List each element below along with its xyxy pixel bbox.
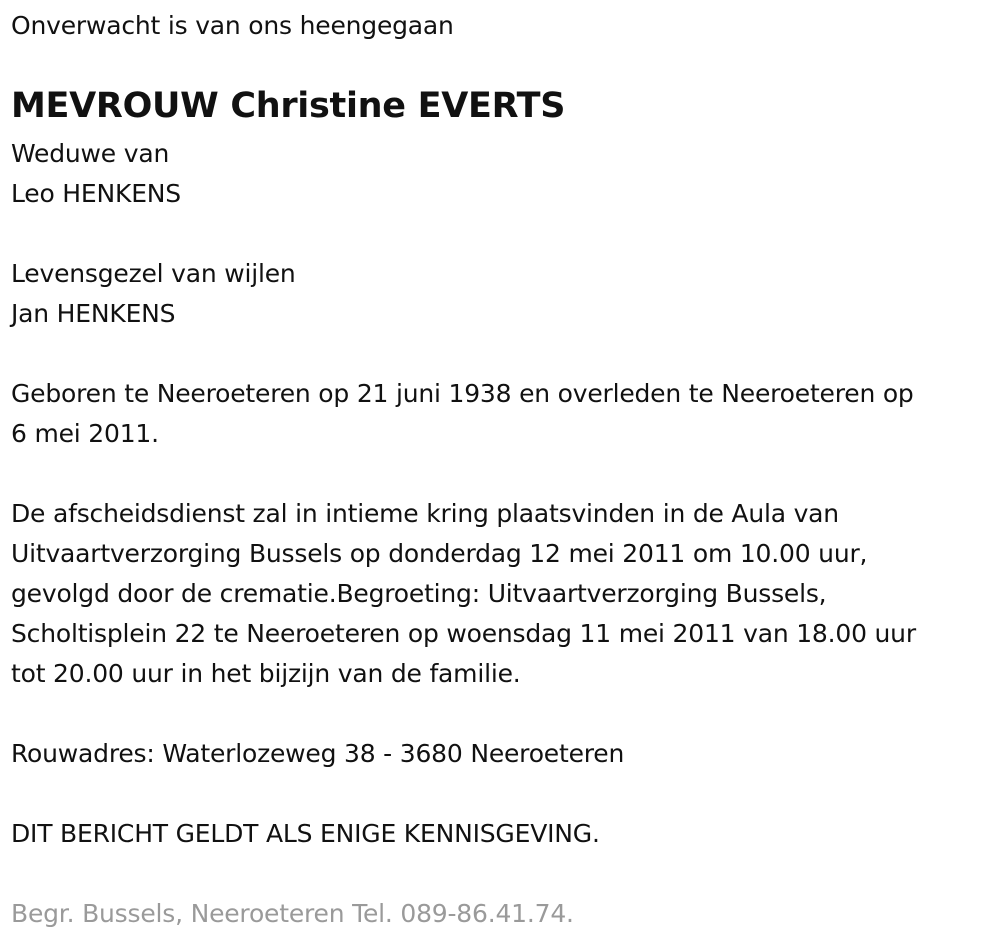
- widow-label: Weduwe van: [11, 139, 170, 168]
- mourning-address: Rouwadres: Waterlozeweg 38 - 3680 Neeroeteren: [11, 739, 625, 768]
- service-line: Scholtisplein 22 te Neeroeteren op woensdag 11 mei 2011 van 18.00 uur: [11, 619, 916, 648]
- deceased-name: MEVROUW Christine EVERTS: [11, 86, 566, 126]
- birth-death-line: 6 mei 2011.: [11, 419, 159, 448]
- notice-text: DIT BERICHT GELDT ALS ENIGE KENNISGEVING.: [11, 819, 600, 848]
- service-line: tot 20.00 uur in het bijzijn van de familie.: [11, 659, 521, 688]
- birth-death-line: Geboren te Neeroeteren op 21 juni 1938 en overleden te Neeroeteren op: [11, 379, 914, 408]
- spouse-name: Leo HENKENS: [11, 179, 181, 208]
- service-line: De afscheidsdienst zal in intieme kring plaatsvinden in de Aula van: [11, 499, 839, 528]
- service-line: gevolgd door de crematie.Begroeting: Uitvaartverzorging Bussels,: [11, 579, 827, 608]
- partner-label: Levensgezel van wijlen: [11, 259, 296, 288]
- funeral-home-footer: Begr. Bussels, Neeroeteren Tel. 089-86.41.74.: [11, 899, 574, 928]
- partner-name: Jan HENKENS: [11, 299, 176, 328]
- intro-text: Onverwacht is van ons heengegaan: [11, 11, 454, 40]
- service-line: Uitvaartverzorging Bussels op donderdag 12 mei 2011 om 10.00 uur,: [11, 539, 868, 568]
